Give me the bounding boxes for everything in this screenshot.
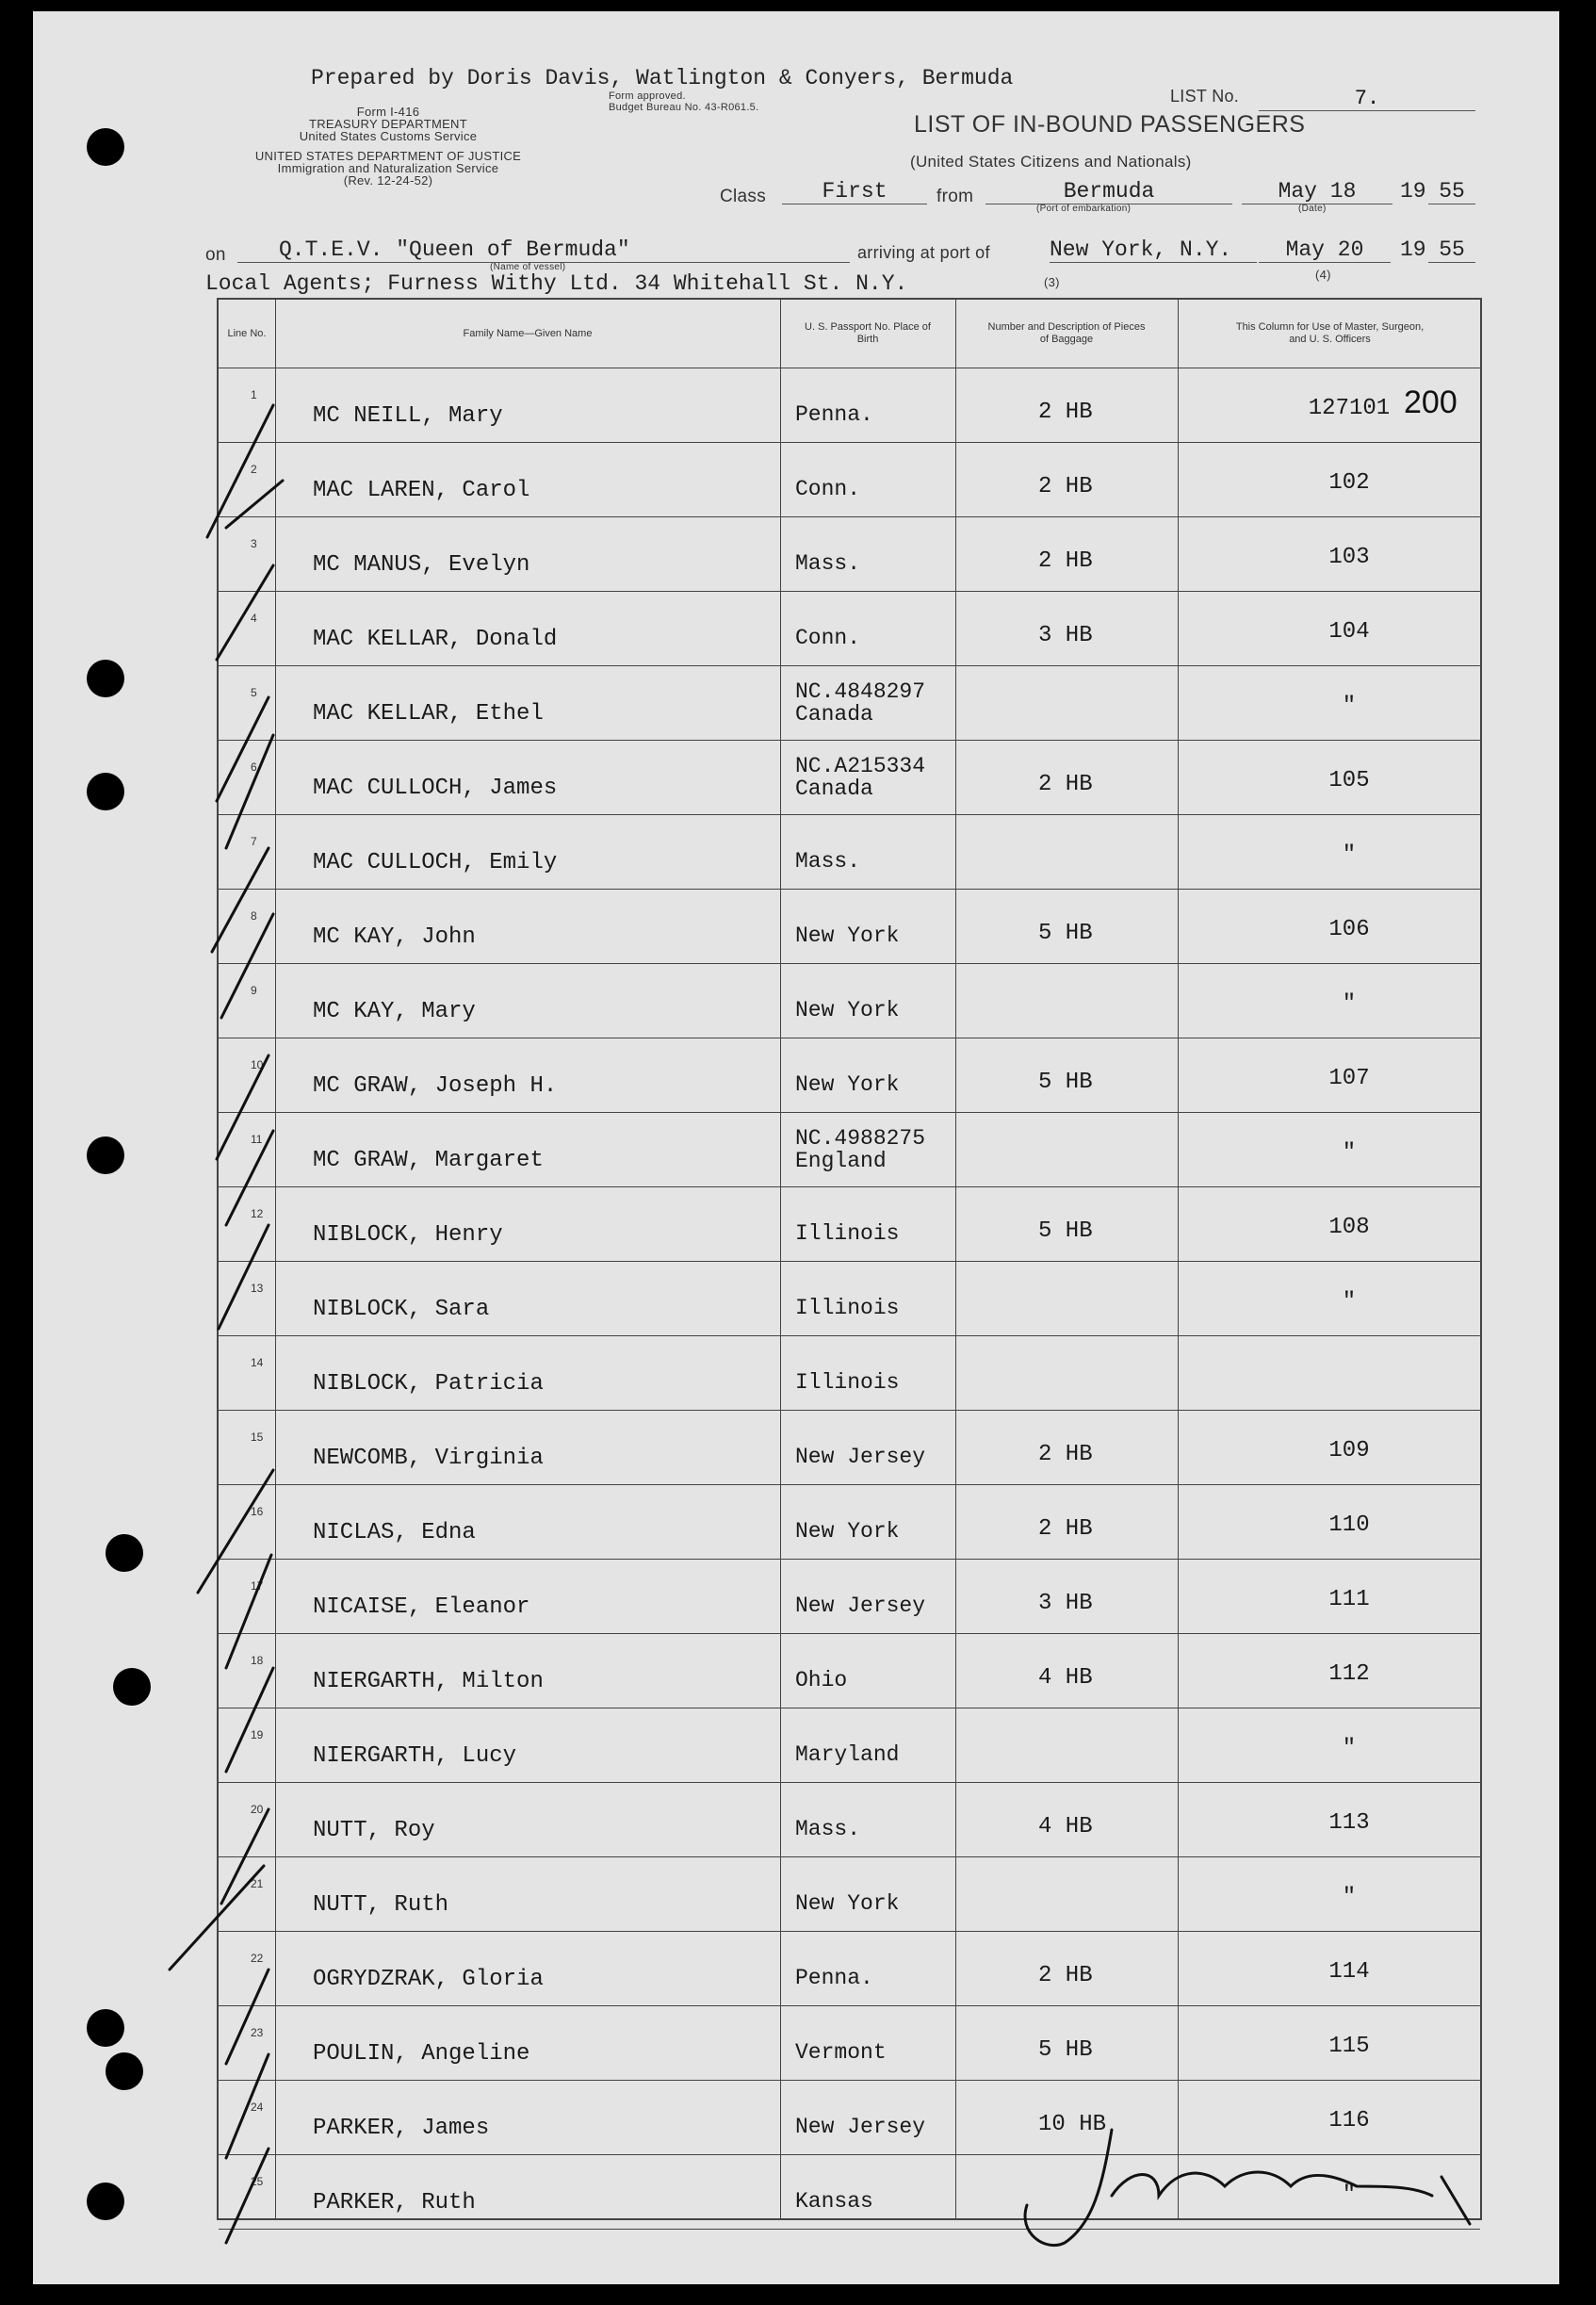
passport-cell: [795, 2041, 887, 2064]
header-passport: U. S. Passport No. Place of Birth: [805, 321, 931, 345]
passport-number: NC.4988275: [795, 1126, 926, 1151]
embark-year: 55: [1428, 179, 1475, 204]
table-row: [219, 1186, 1480, 1262]
list-no: 7.: [1259, 87, 1475, 111]
passenger-name: NIBLOCK, Patricia: [313, 1371, 544, 1397]
table-row: [219, 516, 1480, 592]
class-label: Class: [720, 187, 767, 206]
officer-number: 107: [1328, 1066, 1370, 1091]
passenger-name: MAC LAREN, Carol: [313, 478, 530, 503]
passenger-name: NIBLOCK, Sara: [313, 1297, 490, 1322]
officer-number: 113: [1328, 1810, 1370, 1836]
list-no-label: LIST No.: [1170, 87, 1240, 106]
line-number: 13: [251, 1282, 264, 1295]
place-of-birth: Canada: [795, 702, 873, 727]
arrival-year: 55: [1428, 237, 1475, 263]
officer-number: 116: [1328, 2108, 1370, 2133]
form-line: UNITED STATES DEPARTMENT OF JUSTICE: [254, 149, 522, 163]
passport-cell: [795, 1297, 899, 1319]
place-of-birth: Illinois: [795, 1296, 900, 1320]
table-row: [219, 665, 1480, 741]
officer-number: ": [1342, 991, 1357, 1017]
punch-hole: [87, 128, 124, 166]
passport-cell: [795, 1222, 899, 1245]
place-of-birth: Illinois: [795, 1370, 900, 1395]
table-row: [219, 2080, 1480, 2155]
table-row: [219, 1782, 1480, 1857]
punch-hole: [87, 1136, 124, 1174]
form-line: (Rev. 12-24-52): [343, 173, 433, 188]
passenger-name: MAC KELLAR, Ethel: [313, 701, 544, 727]
line-number: 25: [251, 2175, 264, 2188]
officer-number: 115: [1328, 2034, 1370, 2059]
passport-cell: [795, 924, 899, 947]
vessel-caption: (Name of vessel): [490, 262, 566, 272]
line-number: 20: [251, 1803, 264, 1816]
place-of-birth: Vermont: [795, 2040, 887, 2065]
table-row: [219, 889, 1480, 964]
passenger-name: NIBLOCK, Henry: [313, 1222, 503, 1248]
table-row: [219, 1410, 1480, 1485]
page-number: 200: [1404, 384, 1458, 420]
officer-number: ": [1342, 1885, 1357, 1910]
passport-cell: [795, 1967, 873, 1989]
embark-date: May 18: [1242, 179, 1392, 204]
place-of-birth: Kansas: [795, 2189, 873, 2214]
passenger-name: MC MANUS, Evelyn: [313, 552, 530, 578]
passport-cell: [795, 1892, 899, 1915]
place-of-birth: Canada: [795, 777, 873, 801]
passport-cell: [795, 1446, 925, 1468]
passenger-name: NICLAS, Edna: [313, 1520, 476, 1545]
date-caption: (Date): [1298, 204, 1327, 214]
passenger-name: NEWCOMB, Virginia: [313, 1446, 544, 1471]
baggage: 10 HB: [1038, 2112, 1107, 2137]
line-number: 16: [251, 1505, 264, 1518]
passport-cell: [795, 478, 860, 500]
header-name: Family Name—Given Name: [463, 327, 593, 339]
table-row: [219, 368, 1480, 443]
table-row: [219, 2005, 1480, 2081]
from-label: from: [936, 187, 974, 206]
line-number: 11: [251, 1133, 263, 1146]
place-of-birth: Mass.: [795, 849, 861, 874]
table-row: [219, 1633, 1480, 1708]
port-caption: (Port of embarkation): [1036, 204, 1132, 214]
class-value: First: [782, 179, 927, 204]
officer-number: 114: [1328, 1959, 1370, 1985]
line-number: 14: [251, 1356, 264, 1369]
passenger-name: MC GRAW, Margaret: [313, 1148, 544, 1173]
passenger-name: MC KAY, John: [313, 924, 476, 950]
table-row: [219, 2154, 1480, 2230]
passenger-name: MC GRAW, Joseph H.: [313, 1073, 558, 1099]
form-line: United States Customs Service: [299, 129, 478, 143]
embark-year-prefix: 19: [1400, 179, 1426, 204]
place-of-birth: New York: [795, 1891, 900, 1916]
officer-number: 112: [1328, 1661, 1370, 1687]
embark-port: Bermuda: [985, 179, 1232, 204]
place-of-birth: Mass.: [795, 1817, 861, 1841]
passenger-name: NIERGARTH, Lucy: [313, 1743, 517, 1769]
passport-number: NC.4848297: [795, 679, 926, 704]
line-number: 2: [251, 463, 257, 476]
place-of-birth: England: [795, 1149, 887, 1173]
baggage: 2 HB: [1038, 400, 1093, 425]
line-number: 18: [251, 1654, 264, 1667]
line-number: 10: [251, 1058, 264, 1071]
passenger-name: OGRYDZRAK, Gloria: [313, 1967, 544, 1992]
place-of-birth: New York: [795, 1072, 900, 1097]
passenger-name: NIERGARTH, Milton: [313, 1669, 544, 1694]
form-block: [209, 106, 567, 187]
baggage: 2 HB: [1038, 772, 1093, 797]
line-number: 9: [251, 984, 257, 997]
baggage: 5 HB: [1038, 1218, 1093, 1244]
baggage: 5 HB: [1038, 2037, 1093, 2063]
passport-cell: [795, 2190, 873, 2213]
punch-hole: [106, 1534, 143, 1572]
line-number: 12: [251, 1207, 264, 1220]
officer-number: 110: [1328, 1512, 1370, 1538]
arrival-date: May 20: [1259, 237, 1391, 263]
place-of-birth: New Jersey: [795, 2115, 926, 2139]
passport-cell: [795, 1594, 925, 1617]
passenger-name: MAC CULLOCH, James: [313, 776, 558, 801]
officer-number: ": [1342, 1289, 1357, 1315]
place-of-birth: New Jersey: [795, 1445, 926, 1469]
punch-hole: [113, 1668, 151, 1706]
arrival-year-prefix: 19: [1400, 237, 1426, 262]
officer-number: 109: [1328, 1438, 1370, 1463]
table-row: [219, 1931, 1480, 2006]
passport-cell: [795, 627, 860, 649]
table-row: [219, 1038, 1480, 1113]
officer-number: ": [1342, 1140, 1357, 1166]
passenger-name: POULIN, Angeline: [313, 2041, 530, 2067]
baggage: 5 HB: [1038, 921, 1093, 946]
table-row: [219, 963, 1480, 1038]
punch-hole: [87, 660, 124, 697]
passport-cell: [795, 1669, 847, 1692]
officer-number: 111: [1328, 1587, 1370, 1612]
baggage: 2 HB: [1038, 548, 1093, 574]
baggage: 3 HB: [1038, 623, 1093, 648]
passenger-name: PARKER, James: [313, 2116, 490, 2141]
form-line: TREASURY DEPARTMENT: [309, 117, 467, 131]
form-title: LIST OF IN-BOUND PASSENGERS: [914, 111, 1306, 138]
passenger-name: NUTT, Ruth: [313, 1892, 449, 1918]
baggage: 2 HB: [1038, 1963, 1093, 1988]
budget-line: Budget Bureau No. 43-R061.5.: [609, 102, 759, 113]
column-marker-3: (3): [1044, 275, 1060, 289]
passport-cell: [795, 1520, 899, 1543]
punch-hole: [87, 773, 124, 810]
officer-number: 104: [1328, 619, 1370, 645]
passport-cell: [795, 552, 860, 575]
on-label: on: [205, 245, 226, 265]
passport-cell: [795, 403, 873, 426]
table-row: [219, 1856, 1480, 1932]
baggage: 5 HB: [1038, 1070, 1093, 1095]
baggage: 4 HB: [1038, 1665, 1093, 1691]
baggage: 2 HB: [1038, 1442, 1093, 1467]
line-number: 7: [251, 835, 257, 848]
passenger-name: PARKER, Ruth: [313, 2190, 476, 2215]
passport-cell: [795, 1743, 899, 1766]
place-of-birth: Penna.: [795, 402, 873, 427]
passport-cell: [795, 2116, 925, 2138]
officer-number: ": [1342, 2182, 1357, 2208]
passport-cell: [795, 1371, 899, 1394]
passport-cell: [795, 1073, 899, 1096]
place-of-birth: New Jersey: [795, 1594, 926, 1618]
line-number: 6: [251, 760, 257, 774]
place-of-birth: Conn.: [795, 477, 861, 501]
passenger-name: NUTT, Roy: [313, 1818, 435, 1843]
passport-cell: [795, 1127, 925, 1172]
header-baggage: Number and Description of Pieces of Baggage: [987, 321, 1146, 345]
passenger-name: MC NEILL, Mary: [313, 403, 503, 429]
passenger-name: MAC CULLOCH, Emily: [313, 850, 558, 875]
budget-line: Form approved.: [609, 90, 686, 102]
passenger-name: MC KAY, Mary: [313, 999, 476, 1024]
table-row: [219, 814, 1480, 890]
line-number: 21: [251, 1877, 264, 1890]
punch-hole: [87, 2009, 124, 2047]
table-row: [219, 1335, 1480, 1411]
line-number: 23: [251, 2026, 264, 2039]
baggage: 2 HB: [1038, 1516, 1093, 1542]
table-row: [219, 1484, 1480, 1560]
table-row: [219, 740, 1480, 815]
form-subtitle: (United States Citizens and Nationals): [910, 153, 1192, 171]
place-of-birth: Maryland: [795, 1742, 900, 1767]
baggage: 3 HB: [1038, 1591, 1093, 1616]
place-of-birth: Illinois: [795, 1221, 900, 1246]
passport-number: NC.A215334: [795, 754, 926, 778]
line-number: 8: [251, 909, 257, 923]
passenger-name: MAC KELLAR, Donald: [313, 627, 558, 652]
line-number: 17: [251, 1579, 264, 1593]
arriving-label: arriving at port of: [857, 243, 990, 262]
column-marker-4: (4): [1315, 268, 1331, 282]
line-number: 3: [251, 537, 257, 550]
officer-number: ": [1342, 694, 1357, 719]
punch-hole: [87, 2182, 124, 2220]
place-of-birth: Penna.: [795, 1966, 873, 1990]
place-of-birth: New York: [795, 1519, 900, 1544]
place-of-birth: Ohio: [795, 1668, 848, 1692]
line-number: 5: [251, 686, 257, 699]
officer-number: 108: [1328, 1215, 1370, 1240]
officer-number: 102: [1328, 470, 1370, 496]
table-row: [219, 1559, 1480, 1634]
passenger-name: NICAISE, Eleanor: [313, 1594, 530, 1620]
baggage: 4 HB: [1038, 1814, 1093, 1839]
form-line: Form I-416: [356, 105, 420, 119]
officer-number: 106: [1328, 917, 1370, 942]
line-number: 24: [251, 2101, 264, 2114]
place-of-birth: Mass.: [795, 551, 861, 576]
form-line: Immigration and Naturalization Service: [277, 161, 499, 175]
line-number: 4: [251, 612, 257, 625]
header-line-no: Line No.: [227, 327, 267, 339]
place-of-birth: New York: [795, 924, 900, 948]
table-row: [219, 1112, 1480, 1187]
punch-hole: [106, 2052, 143, 2090]
officer-number: 105: [1328, 768, 1370, 793]
passport-cell: [795, 755, 925, 800]
line-number: 1: [251, 388, 257, 401]
prepared-by: Prepared by Doris Davis, Watlington & Conyers, Bermuda: [311, 66, 1014, 90]
table-row: [219, 591, 1480, 666]
passport-cell: [795, 680, 925, 726]
passenger-table: [217, 298, 1482, 2220]
header-officers: This Column for Use of Master, Surgeon, and U. S. Officers: [1235, 321, 1425, 345]
officer-number: 127101: [1308, 396, 1391, 421]
arrival-port: New York, N.Y.: [1050, 237, 1257, 263]
line-number: 22: [251, 1952, 264, 1965]
vessel-name: Q.T.E.V. "Queen of Bermuda": [237, 237, 850, 263]
table-row: [219, 442, 1480, 517]
officer-number: 103: [1328, 545, 1370, 570]
local-agents: Local Agents; Furness Withy Ltd. 34 Whitehall St. N.Y.: [205, 271, 908, 296]
officer-number: ": [1342, 842, 1357, 868]
table-row: [219, 1261, 1480, 1336]
line-number: 19: [251, 1728, 264, 1741]
place-of-birth: New York: [795, 998, 900, 1022]
officer-number: ": [1342, 1736, 1357, 1761]
baggage: 2 HB: [1038, 474, 1093, 499]
passport-cell: [795, 850, 860, 873]
table-row: [219, 1708, 1480, 1783]
budget-block: [609, 90, 758, 113]
place-of-birth: Conn.: [795, 626, 861, 650]
passport-cell: [795, 999, 899, 1022]
line-number: 15: [251, 1430, 264, 1444]
passport-cell: [795, 1818, 860, 1840]
